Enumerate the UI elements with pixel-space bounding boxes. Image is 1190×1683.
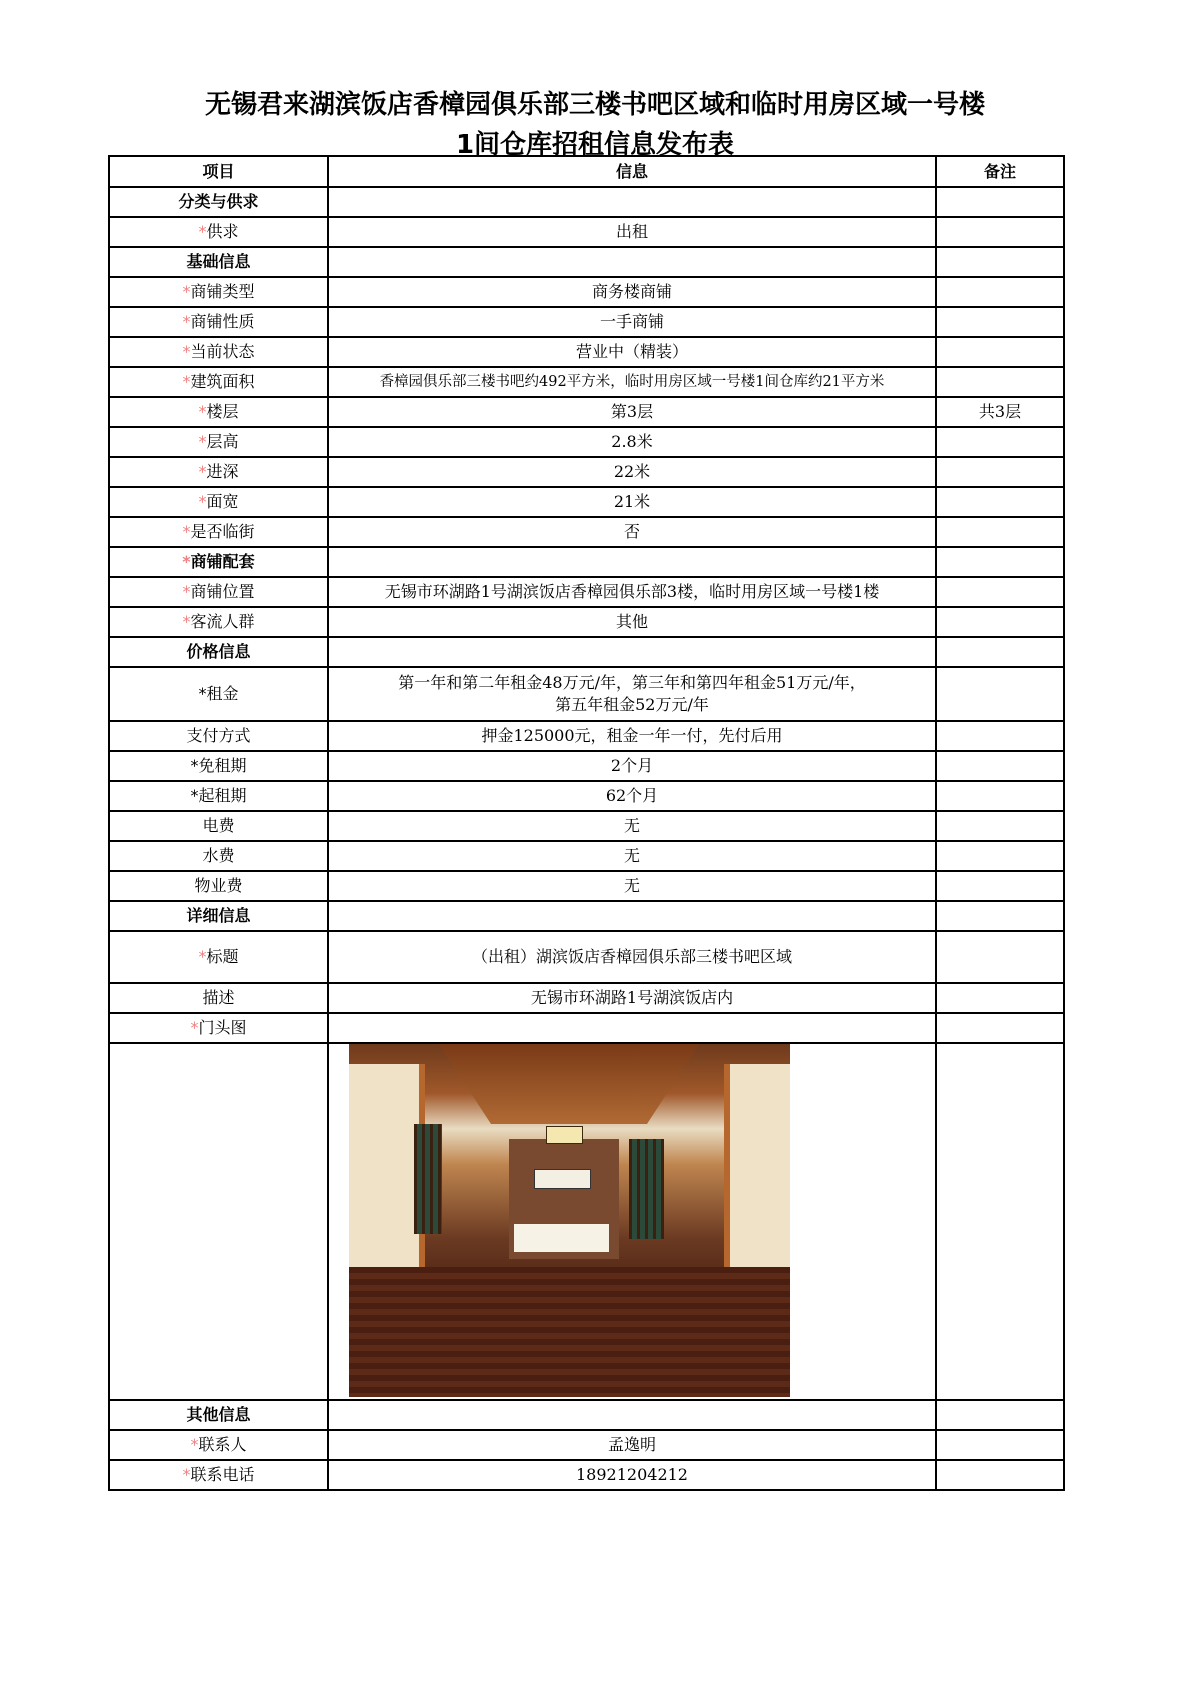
remark-cell (936, 187, 1064, 217)
field-value: 无锡市环湖路1号湖滨饭店内 (328, 983, 936, 1013)
field-label: *客流人群 (109, 607, 328, 637)
remark-cell (936, 277, 1064, 307)
value-cell (328, 637, 936, 667)
table-row-depth (109, 457, 1064, 487)
required-star-icon: * (190, 786, 199, 805)
field-label: *建筑面积 (109, 367, 328, 397)
required-star-icon: * (190, 756, 199, 775)
field-label: *楼层 (109, 397, 328, 427)
section-label: 基础信息 (109, 247, 328, 277)
required-star-icon: * (198, 684, 207, 703)
remark-cell: 共3层 (936, 397, 1064, 427)
required-star-icon: * (182, 522, 191, 541)
field-value: 无 (328, 871, 936, 901)
header-remark: 备注 (936, 156, 1064, 187)
section-row-other (109, 1400, 1064, 1430)
section-row-details (109, 901, 1064, 931)
remark-cell (936, 901, 1064, 931)
field-value: 22米 (328, 457, 936, 487)
document-title-line1: 无锡君来湖滨饭店香樟园俱乐部三楼书吧区域和临时用房区域一号楼 (204, 90, 985, 120)
section-row-basic (109, 247, 1064, 277)
image-cell (328, 1043, 936, 1400)
header-row (109, 156, 1064, 187)
field-value: 否 (328, 517, 936, 547)
section-label: 价格信息 (109, 637, 328, 667)
field-value: 商务楼商铺 (328, 277, 936, 307)
section-label: 分类与供求 (109, 187, 328, 217)
field-value: 出租 (328, 217, 936, 247)
table-row-payment (109, 721, 1064, 751)
section-row-price (109, 637, 1064, 667)
field-label: *商铺性质 (109, 307, 328, 337)
section-label: 其他信息 (109, 1400, 328, 1430)
table-row-rent-free (109, 751, 1064, 781)
table-row-rent (109, 667, 1064, 721)
required-star-icon: * (182, 612, 191, 631)
required-star-icon: * (198, 492, 207, 511)
remark-cell (936, 637, 1064, 667)
field-value: 无锡市环湖路1号湖滨饭店香樟园俱乐部3楼，临时用房区域一号楼1楼 (328, 577, 936, 607)
left-screen-shape (414, 1124, 442, 1234)
document-title-line2: 1间仓库招租信息发布表 (455, 130, 735, 160)
table-row-electricity (109, 811, 1064, 841)
field-label: *起租期 (109, 781, 328, 811)
required-star-icon: * (182, 552, 191, 571)
field-value: 无 (328, 811, 936, 841)
required-star-icon: * (198, 462, 207, 481)
table-row-property-fee (109, 871, 1064, 901)
required-star-icon: * (182, 282, 191, 301)
required-star-icon: * (198, 222, 207, 241)
field-value: 押金125000元，租金一年一付，先付后用 (328, 721, 936, 751)
table-row-storefront-image-label (109, 1013, 1064, 1043)
storefront-photo (349, 1044, 790, 1397)
remark-cell (936, 577, 1064, 607)
table-row-location (109, 577, 1064, 607)
field-value: 无 (328, 841, 936, 871)
field-label: 支付方式 (109, 721, 328, 751)
remark-cell (936, 1400, 1064, 1430)
field-label: *联系电话 (109, 1460, 328, 1490)
field-label: 描述 (109, 983, 328, 1013)
value-cell (328, 247, 936, 277)
field-label: *当前状态 (109, 337, 328, 367)
remark-cell (936, 931, 1064, 983)
value-cell (328, 1400, 936, 1430)
remark-cell (936, 1460, 1064, 1490)
table-row-area (109, 367, 1064, 397)
table-row-contact (109, 1430, 1064, 1460)
remark-cell (936, 217, 1064, 247)
remark-cell (936, 751, 1064, 781)
calligraphy-scroll-shape (534, 1169, 591, 1189)
required-star-icon: * (198, 402, 207, 421)
field-value: （出租）湖滨饭店香樟园俱乐部三楼书吧区域 (328, 931, 936, 983)
field-value (328, 667, 936, 721)
section-label: *商铺配套 (109, 547, 328, 577)
table-row-shop-type (109, 277, 1064, 307)
remark-cell (936, 983, 1064, 1013)
remark-cell (936, 247, 1064, 277)
field-label: *是否临街 (109, 517, 328, 547)
remark-cell (936, 667, 1064, 721)
field-label: *免租期 (109, 751, 328, 781)
field-value: 香樟园俱乐部三楼书吧约492平方米，临时用房区域一号楼1间仓库约21平方米 (328, 367, 936, 397)
remark-cell (936, 721, 1064, 751)
remark-cell (936, 607, 1064, 637)
table-row-title (109, 931, 1064, 983)
remark-cell (936, 427, 1064, 457)
field-label: *商铺类型 (109, 277, 328, 307)
field-value: 62个月 (328, 781, 936, 811)
header-info: 信息 (328, 156, 936, 187)
remark-cell (936, 811, 1064, 841)
rent-line-1: 第一年和第二年租金48万元/年，第三年和第四年租金51万元/年， (398, 673, 866, 692)
field-value: 营业中（精装） (328, 337, 936, 367)
field-label: 物业费 (109, 871, 328, 901)
field-value: 其他 (328, 607, 936, 637)
section-label: 详细信息 (109, 901, 328, 931)
value-cell (328, 187, 936, 217)
listing-table (108, 155, 1065, 1491)
remark-cell (936, 871, 1064, 901)
table-row-phone (109, 1460, 1064, 1490)
value-cell (328, 547, 936, 577)
section-row-facilities (109, 547, 1064, 577)
remark-cell (936, 517, 1064, 547)
field-label: 水费 (109, 841, 328, 871)
field-label: *标题 (109, 931, 328, 983)
remark-cell (936, 841, 1064, 871)
table-row-customers (109, 607, 1064, 637)
field-label: *商铺位置 (109, 577, 328, 607)
required-star-icon: * (190, 1435, 199, 1454)
table-row-street-facing (109, 517, 1064, 547)
lamp-shape (546, 1126, 583, 1144)
field-value: 一手商铺 (328, 307, 936, 337)
remark-cell (936, 781, 1064, 811)
table-row-shop-nature (109, 307, 1064, 337)
table-row-water (109, 841, 1064, 871)
table-row-floor (109, 397, 1064, 427)
required-star-icon: * (198, 947, 207, 966)
field-label: *进深 (109, 457, 328, 487)
table-row-storefront-image (109, 1043, 1064, 1400)
table-row-lease-term (109, 781, 1064, 811)
table-row-status (109, 337, 1064, 367)
field-label: *门头图 (109, 1013, 328, 1043)
empty-label-cell (109, 1043, 328, 1400)
field-value: 2.8米 (328, 427, 936, 457)
required-star-icon: * (198, 432, 207, 451)
required-star-icon: * (182, 582, 191, 601)
ceiling-shape (439, 1044, 699, 1124)
table-row-width (109, 487, 1064, 517)
right-screen-shape (629, 1139, 664, 1239)
field-label: *层高 (109, 427, 328, 457)
field-value: 第3层 (328, 397, 936, 427)
required-star-icon: * (182, 1465, 191, 1484)
remark-cell (936, 547, 1064, 577)
table-row-height (109, 427, 1064, 457)
field-label: *供求 (109, 217, 328, 247)
required-star-icon: * (182, 312, 191, 331)
field-label: 电费 (109, 811, 328, 841)
remark-cell (936, 1043, 1064, 1400)
field-value: 18921204212 (328, 1460, 936, 1490)
table-row-description (109, 983, 1064, 1013)
field-label: *租金 (109, 667, 328, 721)
rent-line-2: 第五年租金52万元/年 (555, 695, 709, 714)
field-label: *联系人 (109, 1430, 328, 1460)
field-value: 2个月 (328, 751, 936, 781)
field-value: 21米 (328, 487, 936, 517)
remark-cell (936, 1013, 1064, 1043)
wood-floor-shape (349, 1267, 790, 1397)
remark-cell (936, 307, 1064, 337)
required-star-icon: * (190, 1018, 199, 1037)
header-item: 项目 (109, 156, 328, 187)
required-star-icon: * (182, 342, 191, 361)
remark-cell (936, 367, 1064, 397)
section-row-category (109, 187, 1064, 217)
remark-cell (936, 457, 1064, 487)
remark-cell (936, 487, 1064, 517)
table-row-supply (109, 217, 1064, 247)
required-star-icon: * (182, 372, 191, 391)
remark-cell (936, 337, 1064, 367)
value-cell (328, 1013, 936, 1043)
field-label: *面宽 (109, 487, 328, 517)
remark-cell (936, 1430, 1064, 1460)
field-value: 孟逸明 (328, 1430, 936, 1460)
value-cell (328, 901, 936, 931)
desk-shape (514, 1224, 609, 1252)
